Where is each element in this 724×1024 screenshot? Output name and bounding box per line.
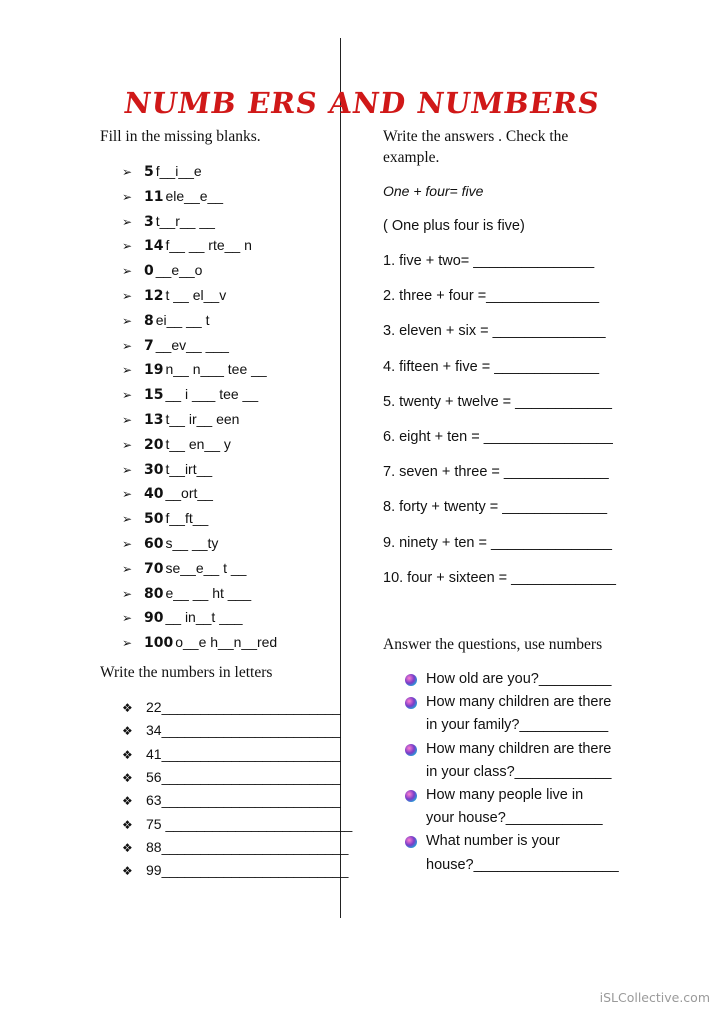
blank-word: __e__o <box>155 262 203 279</box>
blank-number: 60 <box>144 536 164 552</box>
questions-heading: Answer the questions, use numbers <box>383 636 603 653</box>
diamond-bullet-icon: ❖ <box>122 864 133 879</box>
letters-item <box>122 699 341 715</box>
blank-word: se__e__ t __ <box>165 559 247 576</box>
blank-number: 90 <box>144 610 164 627</box>
arrow-bullet-icon: ➢ <box>122 189 133 204</box>
column-divider <box>340 38 341 918</box>
arrow-bullet-icon: ➢ <box>122 487 133 502</box>
blank-word: __ i ___ tee __ <box>165 386 259 403</box>
letters-item <box>122 792 341 808</box>
arrow-bullet-icon: ➢ <box>122 165 133 179</box>
globe-bullet-icon <box>405 697 417 709</box>
blank-number: 100 <box>144 635 174 652</box>
arrow-bullet-icon: ➢ <box>122 586 133 601</box>
question-line: How old are you?_________ <box>426 671 612 687</box>
sum-item: 8. forty + twenty = _____________ <box>383 499 608 516</box>
letters-item <box>122 769 341 785</box>
blank-item <box>122 585 251 602</box>
arrow-bullet-icon: ➢ <box>122 289 133 303</box>
blank-item <box>122 213 215 230</box>
question-line: in your class?____________ <box>426 763 612 780</box>
blank-item <box>122 287 226 304</box>
diamond-bullet-icon: ❖ <box>122 747 133 762</box>
arrow-bullet-icon: ➢ <box>122 413 133 427</box>
blank-number: 14 <box>144 238 164 255</box>
blank-item <box>122 237 252 254</box>
question-line: How many people live in <box>426 787 584 803</box>
globe-bullet-icon <box>405 790 417 802</box>
diamond-bullet-icon: ❖ <box>122 817 133 832</box>
example-sum: One + four= five <box>383 183 484 199</box>
letters-text: 75 ________________________ <box>146 815 353 832</box>
blank-word: o__e h__n__red <box>175 634 278 651</box>
question-line: How many children are there <box>426 740 612 757</box>
blank-word: s__ __ty <box>165 535 219 551</box>
blank-word: ei__ __ t <box>155 311 210 328</box>
blank-word: e__ __ ht ___ <box>165 584 252 601</box>
sum-item: 3. eleven + six = ______________ <box>383 323 606 340</box>
blank-word: ele__e__ <box>165 187 224 204</box>
blank-number: 20 <box>144 436 164 453</box>
diamond-bullet-icon: ❖ <box>122 724 133 739</box>
blank-number: 80 <box>144 585 164 602</box>
blank-number: 70 <box>144 560 164 577</box>
diamond-bullet-icon: ❖ <box>122 840 133 855</box>
blank-number: 19 <box>144 362 164 379</box>
blank-item <box>122 436 231 453</box>
sum-item: 2. three + four =______________ <box>383 288 600 305</box>
blank-number: 7 <box>144 337 154 354</box>
question-line: What number is your <box>426 833 560 850</box>
arrow-bullet-icon: ➢ <box>122 537 133 551</box>
blank-word: __ev__ ___ <box>155 336 229 353</box>
page-title: NUMB ERS AND NUMBERS <box>121 86 603 120</box>
blank-item <box>122 262 202 279</box>
globe-bullet-icon <box>405 836 417 848</box>
blank-word: __ in__t ___ <box>165 609 243 626</box>
blank-number: 12 <box>144 288 164 304</box>
blank-item <box>122 485 213 502</box>
letters-text: 56_______________________ <box>146 768 341 785</box>
blank-item <box>122 337 229 354</box>
blank-number: 30 <box>144 461 164 478</box>
blank-word: f__i__e <box>155 163 202 179</box>
answers-heading-cont: example. <box>383 149 440 166</box>
diamond-bullet-icon: ❖ <box>122 770 133 785</box>
letters-text: 63_______________________ <box>146 792 341 809</box>
arrow-bullet-icon: ➢ <box>122 611 133 626</box>
letters-item <box>122 816 352 832</box>
blank-number: 40 <box>144 486 164 503</box>
blank-item <box>122 560 246 577</box>
blank-item <box>122 163 202 180</box>
arrow-bullet-icon: ➢ <box>122 437 133 452</box>
blank-word: t__ ir__ een <box>165 411 240 427</box>
blank-item <box>122 411 239 428</box>
arrow-bullet-icon: ➢ <box>122 561 133 576</box>
arrow-bullet-icon: ➢ <box>122 214 133 229</box>
blank-item <box>122 386 258 403</box>
question-line: in your family?___________ <box>426 717 609 734</box>
blank-word: t__r__ __ <box>155 212 215 229</box>
letters-text: 22_______________________ <box>146 699 341 715</box>
blank-number: 8 <box>144 312 154 329</box>
question-line: your house?____________ <box>426 810 603 827</box>
globe-bullet-icon <box>405 674 417 686</box>
numbers-in-letters-heading: Write the numbers in letters <box>100 664 273 681</box>
sum-item: 6. eight + ten = ________________ <box>383 429 613 445</box>
arrow-bullet-icon: ➢ <box>122 338 133 353</box>
blank-item <box>122 188 223 205</box>
blank-item <box>122 312 209 329</box>
blank-number: 3 <box>144 213 154 230</box>
letters-item <box>122 746 341 762</box>
globe-bullet-icon <box>405 744 417 756</box>
sum-item: 7. seven + three = _____________ <box>383 464 609 481</box>
arrow-bullet-icon: ➢ <box>122 388 133 403</box>
blank-number: 13 <box>144 412 164 428</box>
fill-blanks-heading: Fill in the missing blanks. <box>100 128 261 145</box>
blank-item <box>122 361 267 378</box>
sum-item: 10. four + sixteen = _____________ <box>383 569 616 586</box>
letters-text: 41_______________________ <box>146 745 341 762</box>
arrow-bullet-icon: ➢ <box>122 363 133 378</box>
sum-item: 9. ninety + ten = _______________ <box>383 534 612 551</box>
letters-text: 88________________________ <box>146 838 349 855</box>
letters-item <box>122 839 348 855</box>
diamond-bullet-icon: ❖ <box>122 701 133 715</box>
letters-text: 34_______________________ <box>146 722 341 739</box>
question-line: house?__________________ <box>426 856 619 873</box>
blank-item <box>122 609 243 626</box>
blank-item <box>122 634 277 651</box>
blank-word: t __ el__v <box>165 287 227 303</box>
blank-word: __ort__ <box>165 485 213 502</box>
letters-text: 99________________________ <box>146 862 349 879</box>
watermark: iSLCollective.com <box>599 990 710 1005</box>
blank-number: 0 <box>144 263 154 280</box>
sum-item: 1. five + two= _______________ <box>383 253 595 269</box>
letters-item <box>122 722 341 738</box>
blank-number: 50 <box>144 511 164 528</box>
arrow-bullet-icon: ➢ <box>122 239 133 254</box>
sum-item: 5. twenty + twelve = ____________ <box>383 393 612 410</box>
blank-item <box>122 535 218 552</box>
blank-number: 15 <box>144 387 164 404</box>
blank-number: 5 <box>144 164 154 180</box>
arrow-bullet-icon: ➢ <box>122 313 133 328</box>
arrow-bullet-icon: ➢ <box>122 512 133 527</box>
blank-item <box>122 510 208 527</box>
example-note: ( One plus four is five) <box>383 218 525 234</box>
blank-word: t__ en__ y <box>165 435 231 452</box>
blank-word: f__ __ rte__ n <box>165 237 252 254</box>
arrow-bullet-icon: ➢ <box>122 264 133 279</box>
arrow-bullet-icon: ➢ <box>122 462 133 477</box>
arrow-bullet-icon: ➢ <box>122 636 133 651</box>
question-line: How many children are there <box>426 694 612 711</box>
blank-number: 11 <box>144 188 164 205</box>
blank-word: f__ft__ <box>165 510 209 527</box>
sum-item: 4. fifteen + five = _____________ <box>383 358 600 375</box>
diamond-bullet-icon: ❖ <box>122 794 133 809</box>
blank-word: n__ n___ tee __ <box>165 361 267 378</box>
blank-item <box>122 461 212 478</box>
letters-item <box>122 862 348 878</box>
blank-word: t__irt__ <box>165 460 213 477</box>
answers-heading: Write the answers . Check the <box>383 128 569 145</box>
